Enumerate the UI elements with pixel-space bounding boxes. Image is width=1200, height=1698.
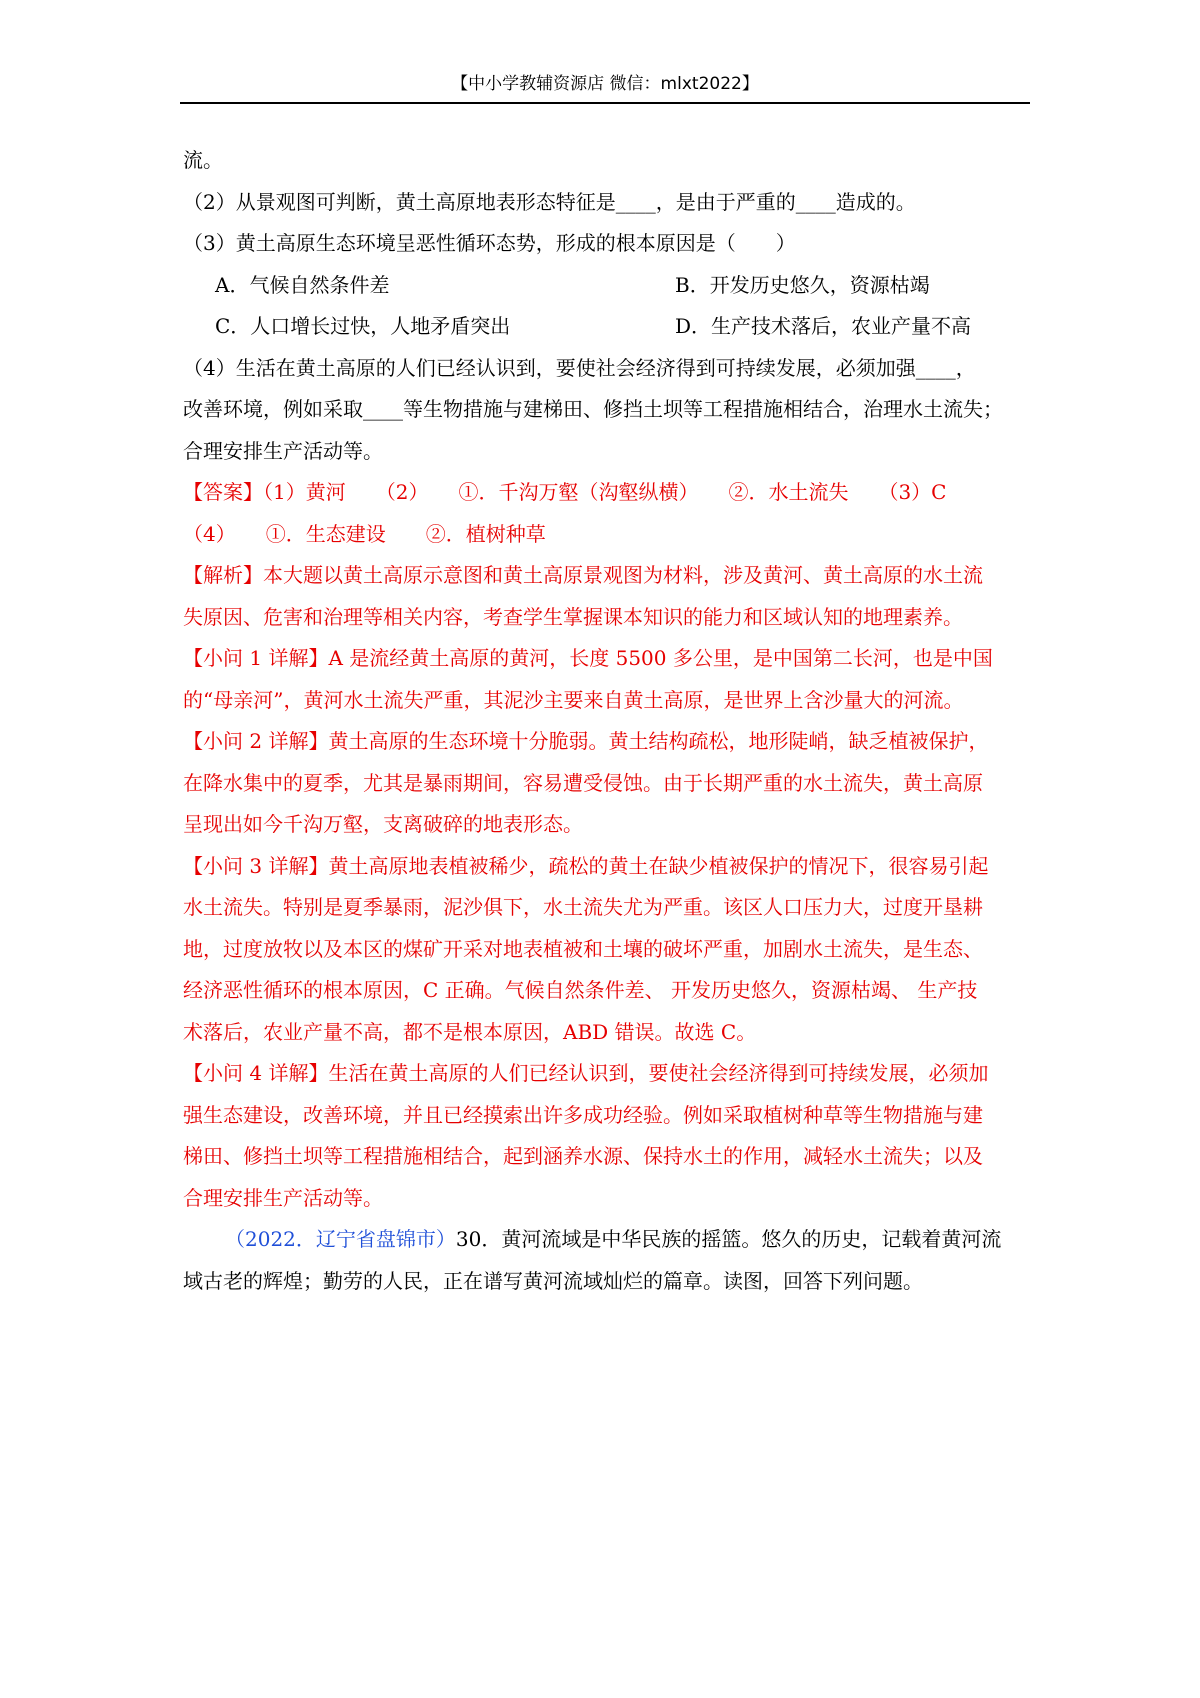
question-source: （2022．辽宁省盘锦市） [225, 1227, 456, 1251]
sub3-line-4: 经济恶性循环的根本原因，C 正确。气候自然条件差、 开发历史悠久，资源枯竭、 生产技 [183, 978, 978, 1002]
sub4-line-4: 合理安排生产活动等。 [183, 1185, 383, 1210]
sub2-line-2: 在降水集中的夏季，尤其是暴雨期间，容易遭受侵蚀。由于长期严重的水土流失，黄土高原 [183, 770, 983, 795]
option-c: C．人口增长过快，人地矛盾突出 [215, 314, 511, 338]
question-30-line-2: 域古老的辉煌；勤劳的人民，正在谱写黄河流域灿烂的篇章。读图，回答下列问题。 [183, 1268, 923, 1293]
options-row-2 [183, 306, 1025, 348]
sub4-line-1: 【小问 4 详解】生活在黄土高原的人们已经认识到，要使社会经济得到可持续发展，必须加 [183, 1061, 989, 1085]
question-30-line-1 [183, 1219, 1025, 1261]
sub2-line-1: 【小问 2 详解】黄土高原的生态环境十分脆弱。黄土结构疏松，地形陡峭，缺乏植被保护， [183, 729, 989, 753]
sub3-line-3: 地，过度放牧以及本区的煤矿开采对地表植被和土壤的破坏严重，加剧水土流失，是生态、 [183, 936, 983, 961]
question-3: （3）黄土高原生态环境呈恶性循环态势，形成的根本原因是（ ） [183, 231, 796, 255]
option-d: D．生产技术落后，农业产量不高 [675, 314, 972, 338]
analysis-line-1: 【解析】本大题以黄土高原示意图和黄土高原景观图为材料，涉及黄河、黄土高原的水土流 [183, 563, 983, 587]
sub3-line-1: 【小问 3 详解】黄土高原地表植被稀少，疏松的黄土在缺少植被保护的情况下，很容易引起 [183, 853, 989, 878]
sub1-line-2: 的“母亲河”，黄河水土流失严重，其泥沙主要来自黄土高原，是世界上含沙量大的河流。 [183, 687, 964, 712]
document-body [183, 140, 1025, 1302]
text-line: 流。 [183, 148, 223, 172]
question-4-line-1: （4）生活在黄土高原的人们已经认识到，要使社会经济得到可持续发展，必须加强____， [183, 355, 976, 380]
options-row-1 [183, 265, 1025, 307]
question-2: （2）从景观图可判断，黄土高原地表形态特征是____，是由于严重的____造成的。 [183, 189, 916, 214]
analysis-line-2: 失原因、危害和治理等相关内容，考查学生掌握课本知识的能力和区域认知的地理素养。 [183, 604, 963, 629]
page-header: 【中小学教辅资源店 微信：mlxt2022】 [180, 70, 1030, 104]
question-4-line-2: 改善环境，例如采取____等生物措施与建梯田、修挡土坝等工程措施相结合，治理水土流失； [183, 397, 1003, 421]
sub3-line-5: 术落后，农业产量不高，都不是根本原因，ABD 错误。故选 C。 [183, 1019, 757, 1044]
question-30-text: 30．黄河流域是中华民族的摇篮。悠久的历史，记载着黄河流 [455, 1227, 1002, 1251]
answer-line-1: 【答案】（1）黄河 （2） ①．千沟万壑（沟壑纵横） ②．水土流失 （3）C [183, 480, 947, 504]
sub2-line-3: 呈现出如今千沟万壑，支离破碎的地表形态。 [183, 812, 583, 836]
question-4-line-3: 合理安排生产活动等。 [183, 438, 383, 463]
option-b: B．开发历史悠久，资源枯竭 [675, 272, 930, 297]
option-a: A．气候自然条件差 [215, 272, 390, 297]
answer-line-2: （4） ①．生态建设 ②．植树种草 [183, 521, 546, 546]
sub1-line-1: 【小问 1 详解】A 是流经黄土高原的黄河，长度 5500 多公里，是中国第二长河，也是中国 [183, 646, 993, 670]
sub4-line-3: 梯田、修挡土坝等工程措施相结合，起到涵养水源、保持水土的作用，减轻水土流失；以及 [183, 1144, 983, 1168]
sub4-line-2: 强生态建设，改善环境，并且已经摸索出许多成功经验。例如采取植树种草等生物措施与建 [183, 1102, 983, 1127]
sub3-line-2: 水土流失。特别是夏季暴雨，泥沙俱下，水土流失尤为严重。该区人口压力大，过度开垦耕 [183, 895, 983, 919]
